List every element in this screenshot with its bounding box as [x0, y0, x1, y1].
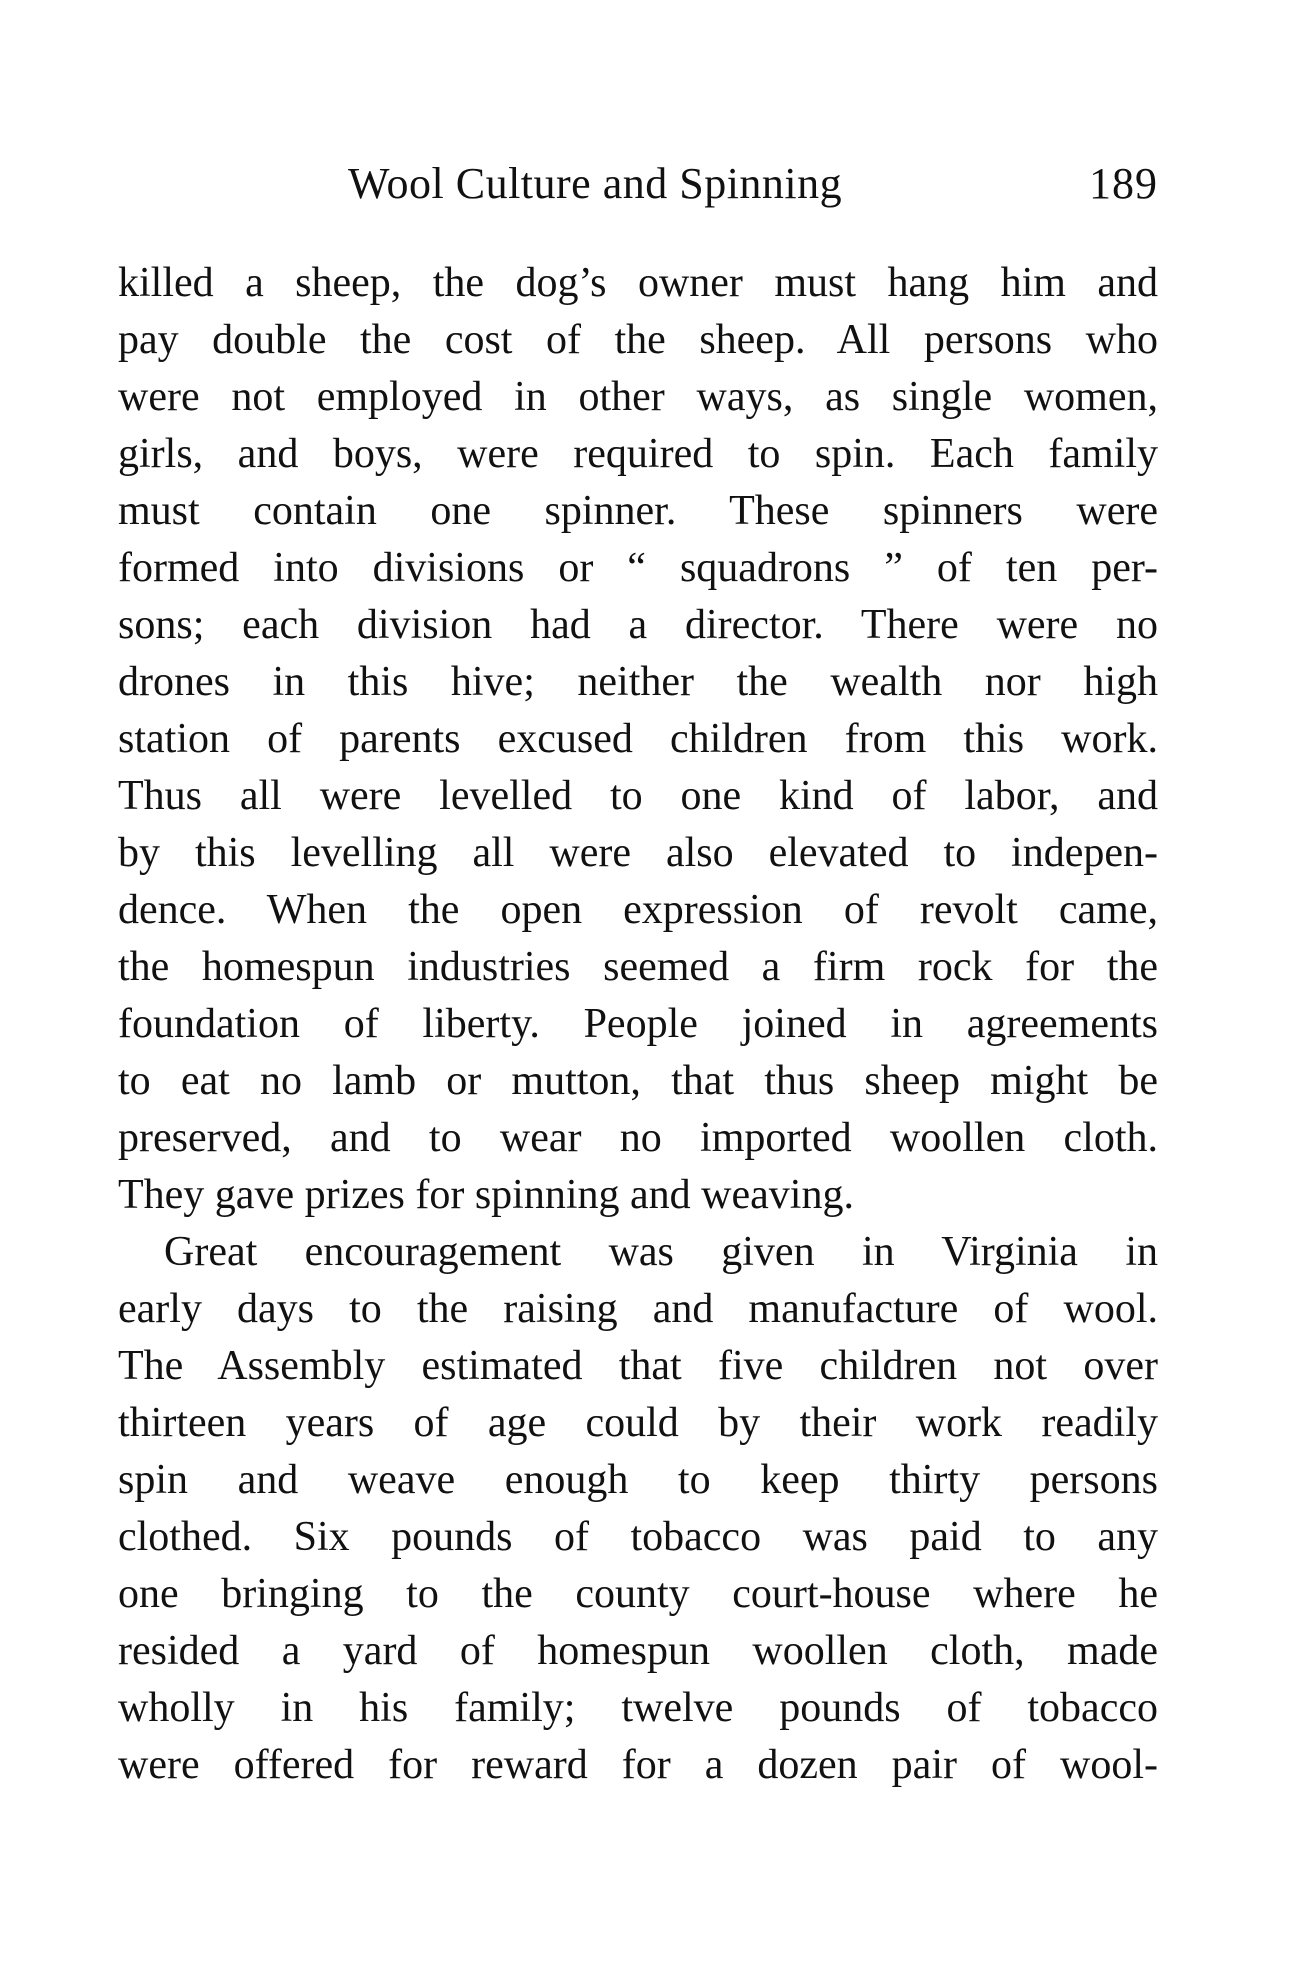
text-line: wholly in his family; twelve pounds of tobacco	[118, 1685, 1158, 1731]
text-line: sons; each division had a director. There were no	[118, 602, 1158, 648]
text-line: formed into divisions or “ squadrons ” of ten per-	[118, 545, 1158, 591]
text-line: were offered for reward for a dozen pair of wool-	[118, 1742, 1158, 1788]
text-line: resided a yard of homespun woollen cloth, made	[118, 1628, 1158, 1674]
text-line: preserved, and to wear no imported woollen cloth.	[118, 1115, 1158, 1161]
body-text	[118, 255, 1158, 1794]
text-line: dence. When the open expression of revolt came,	[118, 887, 1158, 933]
running-head-title: Wool Culture and Spinning	[348, 159, 843, 208]
text-line: girls, and boys, were required to spin. Each family	[118, 431, 1158, 477]
text-line: early days to the raising and manufacture of wool.	[118, 1286, 1158, 1332]
running-head	[118, 158, 1158, 218]
text-line: thirteen years of age could by their work readily	[118, 1400, 1158, 1446]
paragraph-1	[118, 255, 1158, 1224]
text-line: were not employed in other ways, as single women,	[118, 374, 1158, 420]
text-line: station of parents excused children from this work.	[118, 716, 1158, 762]
text-line: spin and weave enough to keep thirty persons	[118, 1457, 1158, 1503]
text-line: by this levelling all were also elevated to indepen-	[118, 830, 1158, 876]
text-line: They gave prizes for spinning and weaving.	[118, 1172, 854, 1218]
text-line: one bringing to the county court-house where he	[118, 1571, 1158, 1617]
text-line: must contain one spinner. These spinners were	[118, 488, 1158, 534]
text-line: the homespun industries seemed a firm rock for the	[118, 944, 1158, 990]
text-line: clothed. Six pounds of tobacco was paid to any	[118, 1514, 1158, 1560]
text-line: foundation of liberty. People joined in agreements	[118, 1001, 1158, 1047]
text-line: drones in this hive; neither the wealth nor high	[118, 659, 1158, 705]
text-line: pay double the cost of the sheep. All persons who	[118, 317, 1158, 363]
text-line: to eat no lamb or mutton, that thus sheep might be	[118, 1058, 1158, 1104]
paragraph-2	[118, 1224, 1158, 1794]
text-line: killed a sheep, the dog’s owner must hang him and	[118, 260, 1158, 306]
page-number: 189	[1089, 159, 1158, 208]
text-line: The Assembly estimated that five children not over	[118, 1343, 1158, 1389]
text-line: Great encouragement was given in Virginia in	[164, 1229, 1158, 1275]
text-line: Thus all were levelled to one kind of labor, and	[118, 773, 1158, 819]
